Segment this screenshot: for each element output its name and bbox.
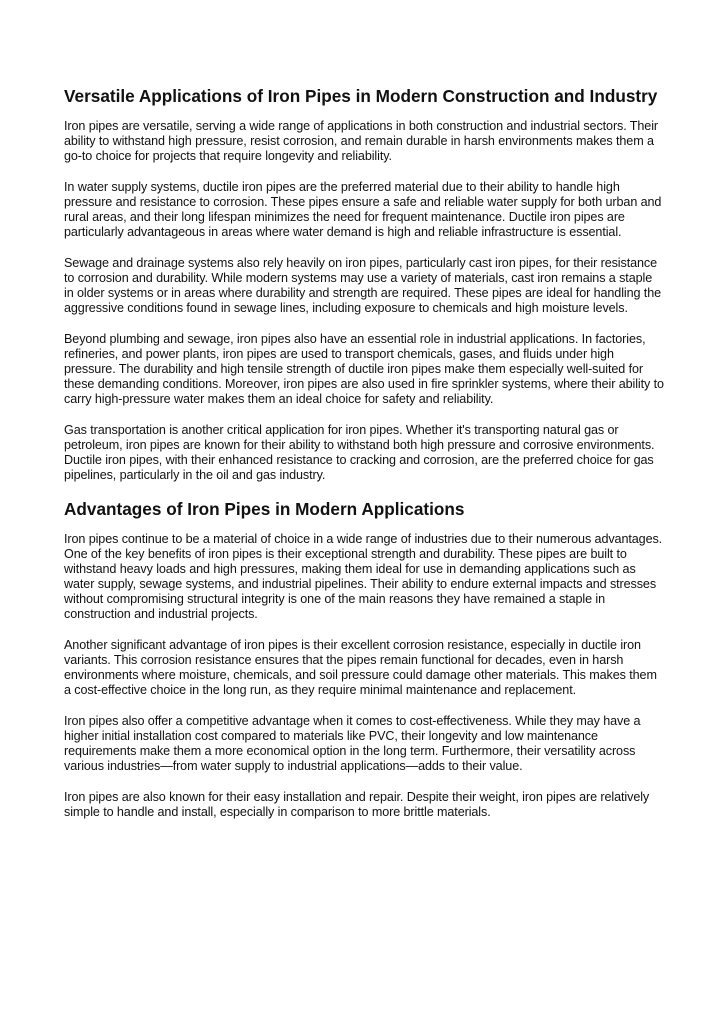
section-1-paragraph-1: Iron pipes are versatile, serving a wide range of applications in both construction and industrial sectors. Their ability to withstand high pressure, resist corrosion, and remain durable in harsh environments makes them a go-to choice for projects that require longevity and reliability.	[64, 119, 658, 163]
section-2-paragraph-2: Another significant advantage of iron pipes is their excellent corrosion resistance, especially in ductile iron variants. This corrosion resistance ensures that the pipes remain functional for decades, even in harsh environments where moisture, chemicals, and soil pressure could damage other materials. This makes them a cost-effective choice in the long run, as they require minimal maintenance and replacement.	[64, 638, 657, 697]
section-2-paragraph-3: Iron pipes also offer a competitive advantage when it comes to cost-effectiveness. While they may have a higher initial installation cost compared to materials like PVC, their longevity and low maintenance requirements make them a more economical option in the long term. Furthermore, their versatility across various industries—from water supply to industrial applications—adds to their value.	[64, 714, 641, 773]
section-2-paragraph-4: Iron pipes are also known for their easy installation and repair. Despite their weight, iron pipes are relatively simple to handle and install, especially in comparison to more brittle materials.	[64, 790, 650, 819]
document-page	[64, 86, 664, 836]
section-1-title: Versatile Applications of Iron Pipes in Modern Construction and Industry	[64, 86, 658, 106]
section-1-paragraph-2: In water supply systems, ductile iron pipes are the preferred material due to their ability to handle high pressure and resistance to corrosion. These pipes ensure a safe and reliable water supply for both urban and rural areas, and their long lifespan minimizes the need for frequent maintenance. Ductile iron pipes are particularly advantageous in areas where water demand is high and reliable infrastructure is essential.	[64, 180, 662, 239]
section-1-paragraph-4: Beyond plumbing and sewage, iron pipes also have an essential role in industrial applications. In factories, refineries, and power plants, iron pipes are used to transport chemicals, gases, and fluids under high pressure. The durability and high tensile strength of ductile iron pipes make them especially well-suited for these demanding conditions. Moreover, iron pipes are also used in fire sprinkler systems, where their ability to carry high-pressure water makes them an ideal choice for safety and reliability.	[64, 332, 664, 406]
section-2-paragraph-1: Iron pipes continue to be a material of choice in a wide range of industries due to their numerous advantages. One of the key benefits of iron pipes is their exceptional strength and durability. These pipes are built to withstand heavy loads and high pressures, making them ideal for use in demanding applications such as water supply, sewage systems, and industrial pipelines. Their ability to endure external impacts and stresses without compromising structural integrity is one of the main reasons they have remained a staple in construction and industrial projects.	[64, 532, 663, 621]
section-1-paragraph-5: Gas transportation is another critical application for iron pipes. Whether it's transporting natural gas or petroleum, iron pipes are known for their ability to withstand both high pressure and corrosive environments. Ductile iron pipes, with their enhanced resistance to cracking and corrosion, are the preferred choice for gas pipelines, particularly in the oil and gas industry.	[64, 423, 655, 482]
section-2-title: Advantages of Iron Pipes in Modern Applications	[64, 499, 465, 519]
section-1-paragraph-3: Sewage and drainage systems also rely heavily on iron pipes, particularly cast iron pipes, for their resistance to corrosion and durability. While modern systems may use a variety of materials, cast iron remains a staple in older systems or in areas where durability and strength are required. These pipes are ideal for handling the aggressive conditions found in sewage lines, including exposure to chemicals and high moisture levels.	[64, 256, 662, 315]
